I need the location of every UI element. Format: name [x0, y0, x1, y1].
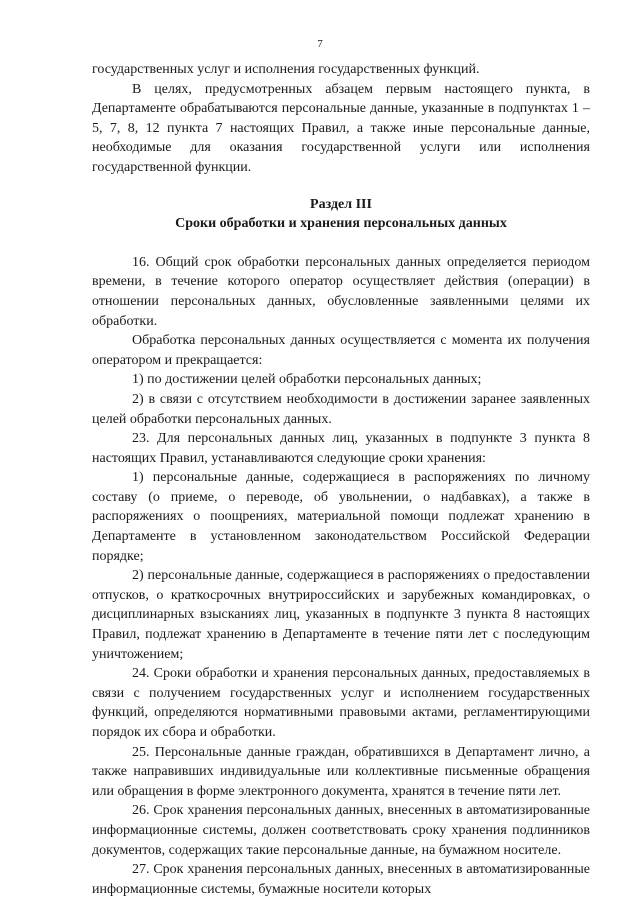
paragraph: 16. Общий срок обработки персональных данных определяется периодом времени, в течение которого оператор осуществляет действия (операции) в отношении персональных данных, обусловленные заявленными целями их обработки. [92, 254, 590, 329]
paragraph: Обработка персональных данных осуществляется с момента их получения оператором и прекращается: [92, 333, 590, 368]
paragraph: 23. Для персональных данных лиц, указанных в подпункте 3 пункта 8 настоящих Правил, устанавливаются следующие сроки хранения: [92, 431, 590, 466]
paragraph-continuation: государственных услуг и исполнения государственных функций. [92, 62, 480, 77]
document-body [92, 60, 590, 899]
paragraph: 24. Сроки обработки и хранения персональных данных, предоставляемых в связи с получением государственных услуг и исполнением государственных функций, определяются нормативными правовыми актами, регламентирующими порядок их сбора и обработки. [92, 666, 590, 740]
paragraph: 1) персональные данные, содержащиеся в распоряжениях по личному составу (о приеме, о переводе, об увольнении, о надбавках), а также в распоряжениях о поощрениях, материальной помощи подлежат хранению в Департаменте в установленном законодательством Российской Федерации порядке; [92, 470, 590, 564]
paragraph: 25. Персональные данные граждан, обратившихся в Департамент лично, а также направивших индивидуальные или коллективные письменные обращения или обращения в форме электронного документа, хранятся в течение пяти лет. [92, 744, 590, 799]
section-subtitle: Сроки обработки и хранения персональных данных [175, 216, 507, 232]
paragraph: 26. Срок хранения персональных данных, внесенных в автоматизированные информационные системы, должен соответствовать сроку хранения подлинников документов, содержащих такие персональные данные, на бумажном носителе. [92, 803, 590, 858]
section-title: Раздел III [310, 196, 372, 212]
paragraph: 1) по достижении целей обработки персональных данных; [132, 372, 482, 388]
paragraph: 2) персональные данные, содержащиеся в распоряжениях о предоставлении отпусков, о краткосрочных внутрироссийских и зарубежных командировках, о дисциплинарных взысканиях лиц, указанных в подпункте 3 пункта 8 настоящих Правил, подлежат хранению в Департаменте в течение пяти лет с последующим уничтожением; [92, 568, 590, 662]
page-number: 7 [317, 38, 323, 50]
paragraph: В целях, предусмотренных абзацем первым настоящего пункта, в Департаменте обрабатываются персональные данные, указанные в подпунктах 1 – 5, 7, 8, 12 пункта 7 настоящих Правил, а также иные персональные данные, необходимые для оказания государственной услуги или исполнения государственной функции. [92, 81, 590, 175]
paragraph: 27. Срок хранения персональных данных, внесенных в автоматизированные информационные системы, бумажные носители которых [92, 862, 590, 897]
paragraph: 2) в связи с отсутствием необходимости в достижении заранее заявленных целей обработки персональных данных. [92, 391, 590, 427]
section-spacer [92, 234, 590, 253]
